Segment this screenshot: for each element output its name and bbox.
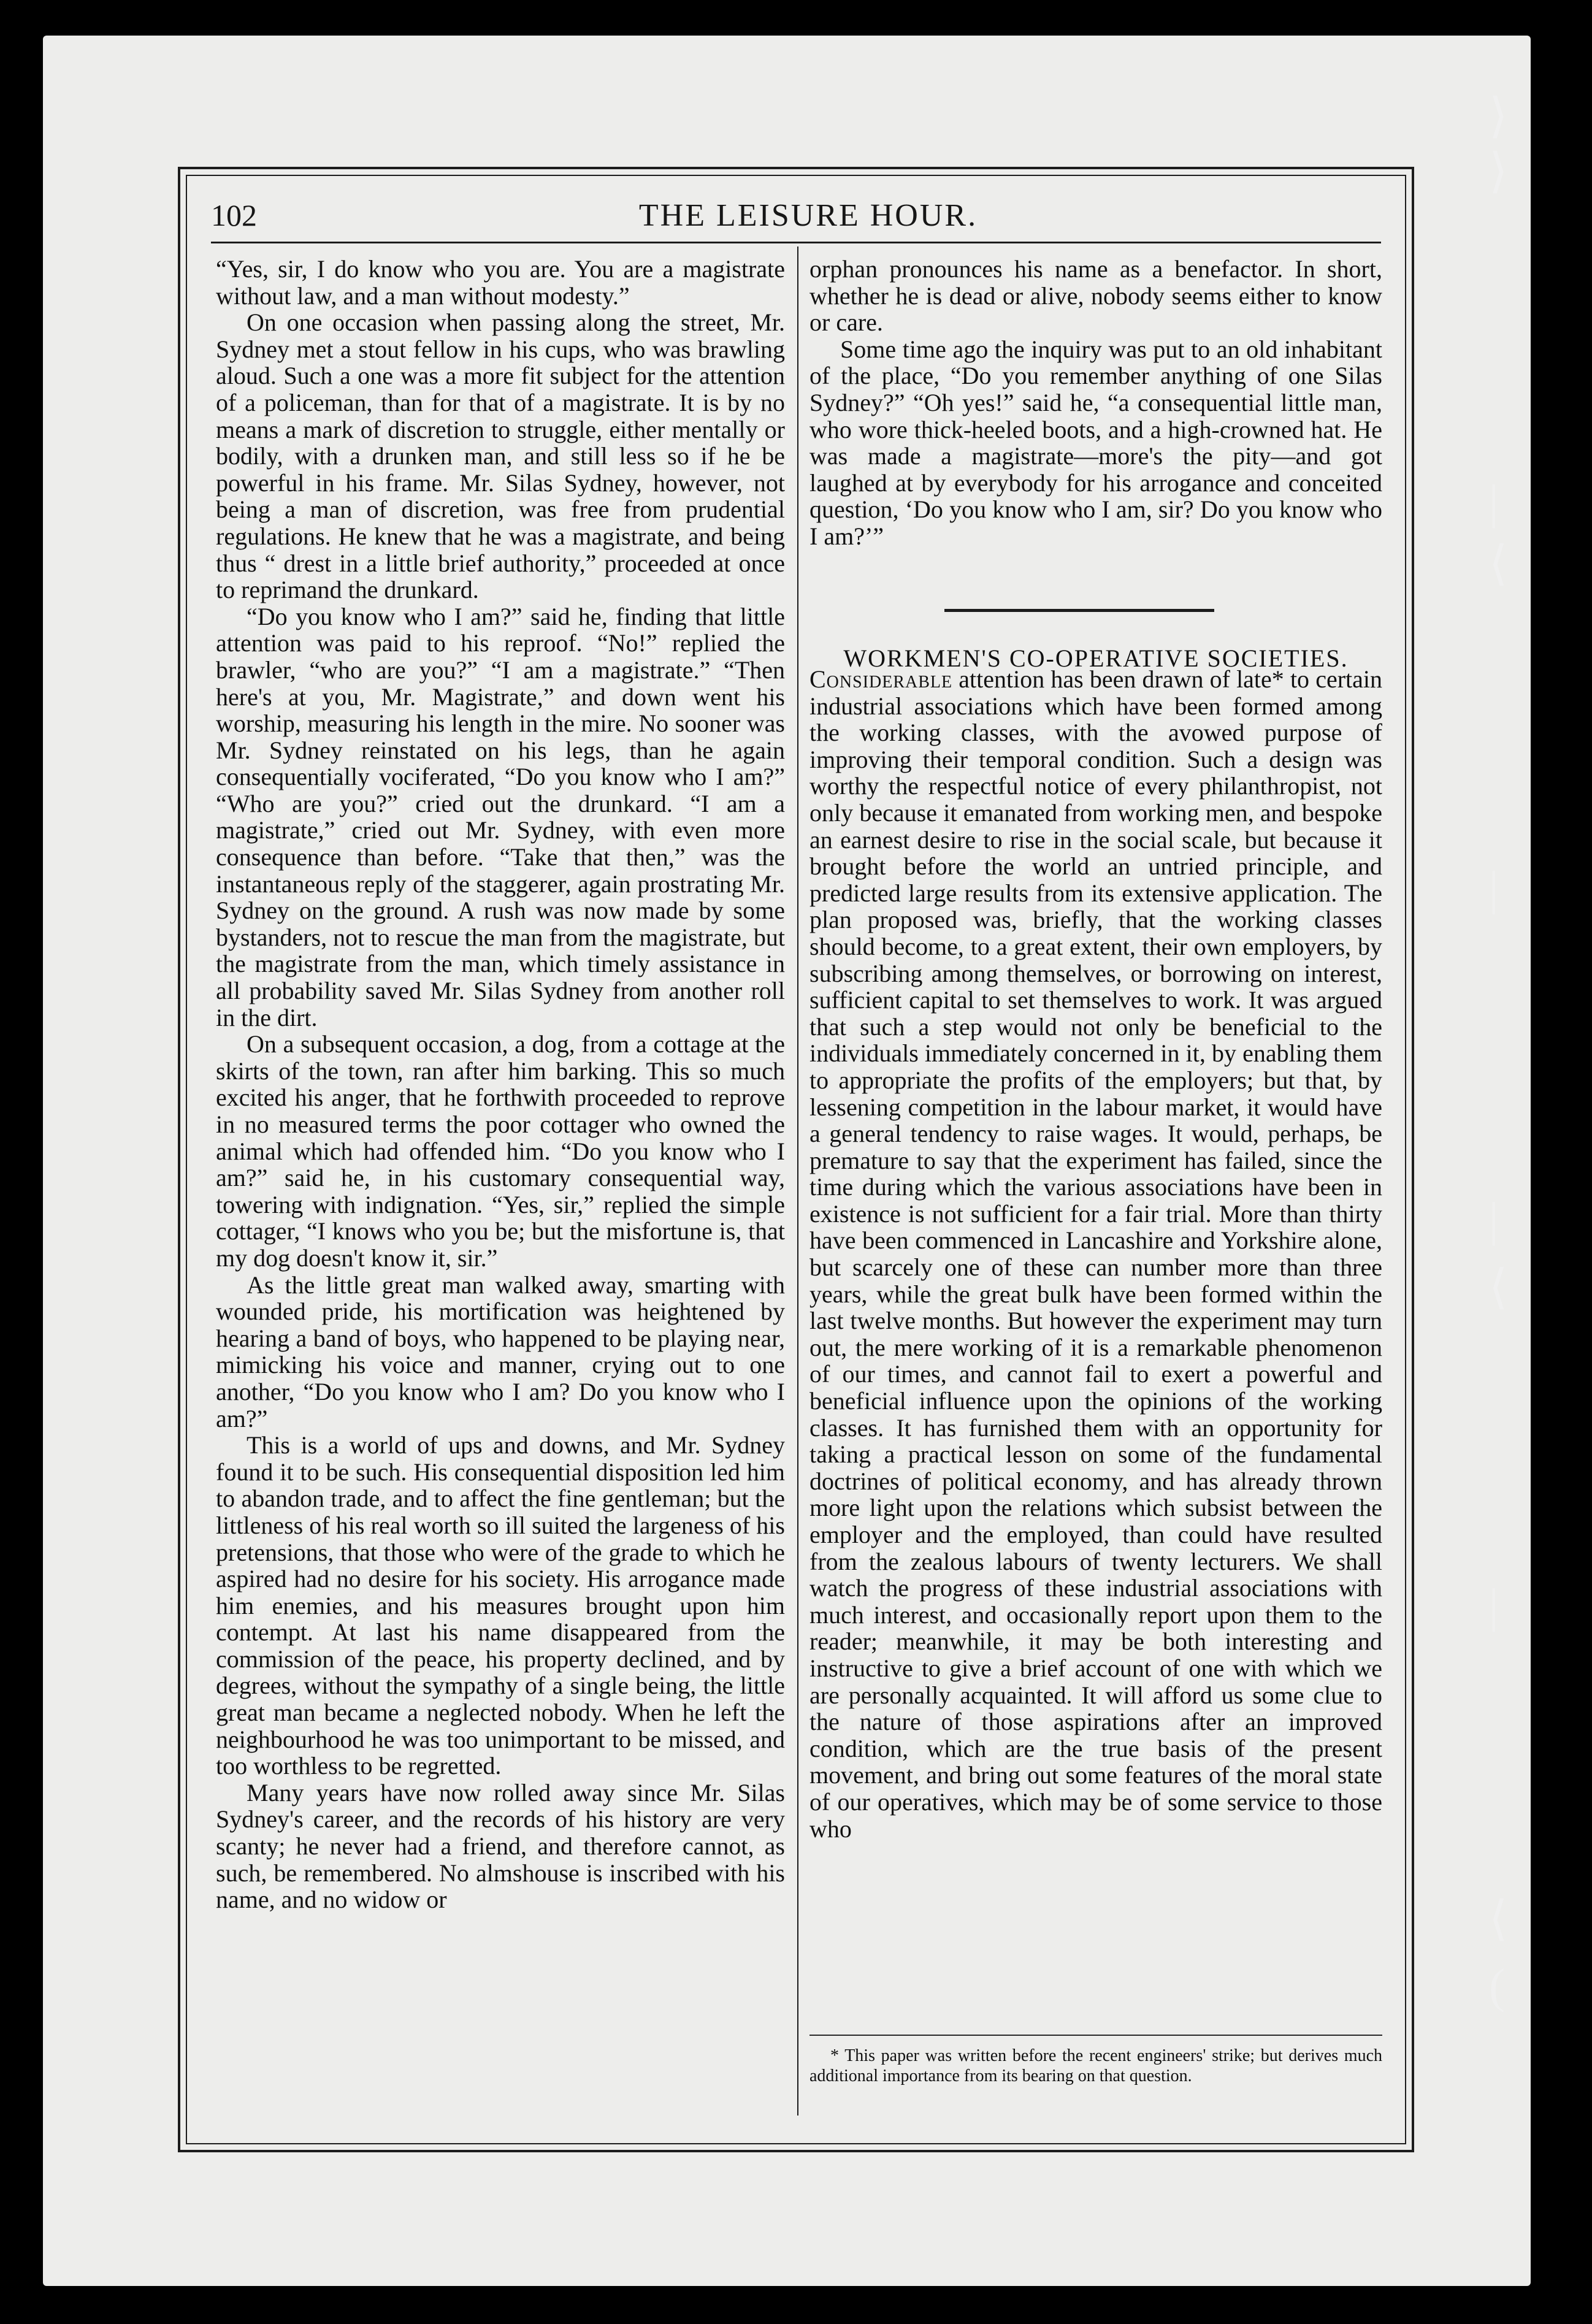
scan-margin-mark: ⟩ (1489, 89, 1508, 142)
paragraph: “Do you know who I am?” said he, finding that little attention was paid to his reproof. “No!” replied the brawler, “who are you?” “I am a magistrate.” “Then here's at you, Mr. Magistrate,” and down went his worship, measuring his length in the mire. No sooner was Mr. Sydney reinstated on his legs, than he again consequentially vociferated, “Do you know who I am?” “Who are you?” cried out the drunkard. “I am a magistrate,” cried out Mr. Sydney, with even more consequence than before. “Take that then,” was the instantaneous reply of the staggerer, again prostrating Mr. Sydney on the ground. A rush was now made by some bystanders, not to rescue the man from the magistrate, but the magistrate from the man, which timely assistance in all probability saved Mr. Silas Sydney from another roll in the dirt. (216, 602, 785, 1031)
footnote-rule (809, 2035, 1382, 2036)
scan-margin-mark: | (1489, 1579, 1499, 1632)
paragraph: Some time ago the inquiry was put to an old inhabitant of the place, “Do you remember anything of one Silas Sydney?” “Oh yes!” said he, “a consequential little man, who wore thick-heeled boots, and a high-crowned hat. He was made a magistrate—more's the pity—and got laughed at by everybody for his arrogance and conceited question, ‘Do you know who I am, sir? Do you know who I am?’” (809, 335, 1382, 550)
paragraph: On one occasion when passing along the street, Mr. Sydney met a stout fellow in his cups, who was brawling aloud. Such a one was a more fit subject for the attention of a policeman, than for that of a magistrate. It is by no means a mark of discretion to struggle, either mentally or bodily, with a drunken man, and still less so if he be powerful in his frame. Mr. Silas Sydney, however, not being a man of discretion, was free from prudential regulations. He knew that he was a magistrate, and being thus “ drest in a little brief authority,” proceeded at once to reprimand the drunkard. (216, 308, 785, 604)
article-body (809, 666, 1382, 1842)
scan-margin-mark: ⟨ (1489, 1260, 1508, 1313)
footnote-text: * This paper was written before the recent engineers' strike; but derives much additional importance from its bearing on that question. (809, 2046, 1382, 2085)
scan-margin-mark: | (1489, 1193, 1499, 1246)
header-rule (211, 242, 1381, 243)
article-paragraph (809, 666, 1382, 1842)
footnote (809, 2046, 1382, 2086)
column-divider (797, 247, 798, 2116)
drop-lead-word: Considerable (809, 665, 953, 693)
running-title: THE LEISURE HOUR. (638, 198, 978, 233)
paragraph: This is a world of ups and downs, and Mr. Sydney found it to be such. His consequential disposition led him to abandon trade, and to affect the fine gentleman; but the littleness of his real worth so ill suited the largeness of his pretensions, that those who were of the grade to which he aspired had no desire for his society. His arrogance made him enemies, and his measures brought upon him contempt. At last his name disappeared from the commission of the peace, his property declined, and by degrees, without the sympathy of a single being, the little great man became a neglected nobody. When he left the neighbourhood he was too unimportant to be missed, and too worthless to be regretted. (216, 1431, 785, 1780)
paragraph: On a subsequent occasion, a dog, from a cottage at the skirts of the town, ran after him barking. This so much excited his anger, that he forthwith proceeded to reprove in no measured terms the poor cottager who owned the animal which had offended him. “Do you know who I am?” said he, in his customary consequential way, towering with indignation. “Yes, sir,” replied the simple cottager, “I knows who you be; but the misfortune is, that my dog doesn't know it, sir.” (216, 1030, 785, 1272)
article-text: attention has been drawn of late* to certain industrial associations which have been formed among the working classes, with the avowed purpose of improving their temporal condition. Such a design was worthy the respectful notice of every philanthropist, not only because it emanated from working men, and bespoke an earnest desire to rise in the social scale, but because it brought before the world an untried principle, and predicted large results from its extensive application. The plan proposed was, briefly, that the working classes should become, to a great extent, their own employers, by subscribing among themselves, or borrowing on interest, sufficient capital to set themselves to work. It was argued that such a step would not only be beneficial to the individuals immediately concerned in it, by enabling them to appropriate the profits of the employers; but that, by lessening competition in the labour market, it would have a general tendency to raise wages. It would, perhaps, be premature to say that the experiment has failed, since the time during which the various associations have been in existence is not sufficient for a fair trial. More than thirty have been commenced in Lancashire and Yorkshire alone, but scarcely one of these can number more than three years, while the great bulk have been formed within the last twelve months. But however the experiment may turn out, the mere working of it is a remarkable phenomenon of our times, and cannot fail to exert a powerful and beneficial influence upon the opinions of the working classes. It has furnished them with an opportunity for taking a practical lesson on some of the fundamental doctrines of political economy, and has already thrown more light upon the relations which subsist between the employer and the employed, than could have resulted from the zealous labours of twenty lecturers. We shall watch the progress of these industrial associations with much interest, and occasionally report upon them to the reader; meanwhile, it may be both interesting and instructive to give a brief account of one with which we are personally acquainted. It will afford us some clue to the nature of those aspirations after an improved condition, which are the true basis of the present movement, and bring out some features of the moral state of our operatives, which may be of some service to those who (809, 665, 1383, 1843)
paragraph: As the little great man walked away, smarting with wounded pride, his mortification was heightened by hearing a band of boys, who happened to be playing near, mimicking his voice and manner, crying out to one another, “Do you know who I am? Do you know who I am?” (216, 1271, 785, 1432)
scan-margin-mark: | (1489, 475, 1499, 529)
right-column-continuation (809, 256, 1382, 550)
paragraph: orphan pronounces his name as a benefactor. In short, whether he is dead or alive, nobody seems either to know or care. (809, 255, 1382, 337)
scan-margin-mark: ⟩ (1489, 144, 1508, 197)
page-number: 102 (211, 198, 257, 232)
article-title: WORKMEN'S CO-OPERATIVE SOCIETIES. (843, 644, 1349, 672)
scan-margin-mark: ⟨ (1489, 1892, 1508, 1945)
scan-margin-mark: ( (1489, 1959, 1505, 2012)
left-column (216, 256, 785, 1913)
scan-margin-mark: ⟨ (1489, 537, 1508, 590)
paragraph: “Yes, sir, I do know who you are. You are a magistrate without law, and a man without modesty.” (216, 255, 785, 310)
paragraph: Many years have now rolled away since Mr. Silas Sydney's career, and the records of his history are very scanty; he never had a friend, and therefore cannot, as such, be remembered. No almshouse is inscribed with his name, and no widow or (216, 1778, 785, 1914)
article-separator-rule (944, 609, 1214, 612)
scan-margin-mark: | (1489, 862, 1499, 915)
